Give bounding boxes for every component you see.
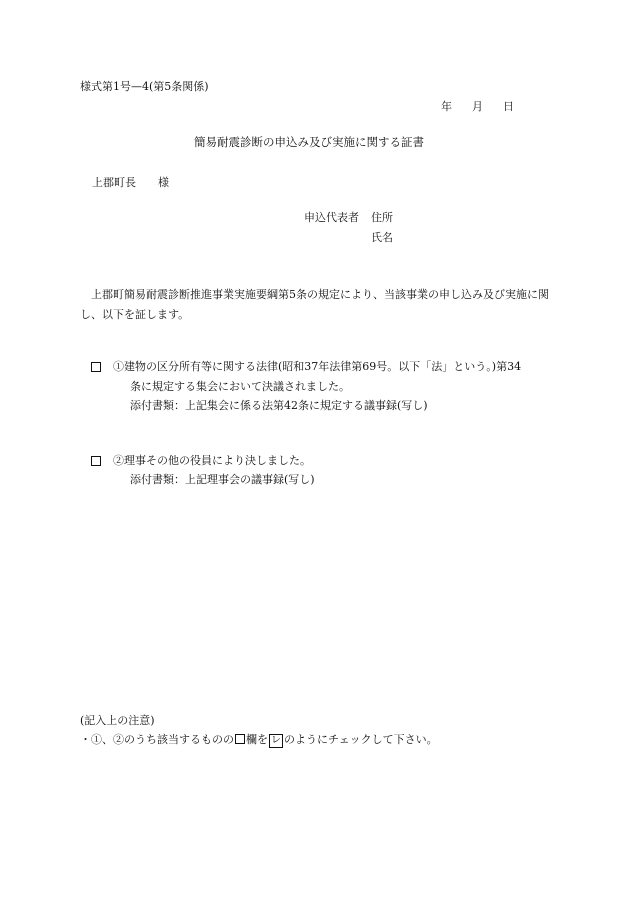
notes-suffix: のようにチェックして下さい。: [284, 733, 438, 746]
option-1-attachment: 添付書類：上記集会に係る法第42条に規定する議事録(写し): [130, 399, 428, 412]
date-line: [441, 101, 514, 112]
notes-middle: 欄を: [246, 733, 268, 746]
checked-box-icon: レ: [271, 735, 281, 746]
empty-checkbox-icon: [235, 734, 245, 744]
option-1-line-2: 条に規定する集会において決議されました。: [130, 380, 350, 393]
name-label: 氏名: [371, 231, 393, 244]
body-paragraph: 上郡町簡易耐震診断推進事業実施要綱第5条の規定により、当該事業の申し込み及び実施に関し、以下を証します。: [80, 288, 549, 321]
option-2-attachment: 添付書類：上記理事会の議事録(写し): [130, 473, 315, 486]
date-month-label: 月: [472, 100, 483, 113]
option-1-checkbox[interactable]: [91, 362, 101, 373]
addressee-name: 上郡町長: [92, 176, 136, 189]
form-number: 様式第1号—4(第5条関係): [80, 80, 209, 93]
document-title: 簡易耐震診断の申込み及び実施に関する証書: [194, 135, 424, 149]
date-day-label: 日: [503, 100, 514, 113]
notes-body: [80, 734, 438, 748]
option-1-line-1: ①建物の区分所有等に関する法律(昭和37年法律第69号。以下「法」という。)第34: [113, 360, 522, 373]
notes-prefix: ・①、②のうち該当するものの: [80, 733, 234, 746]
address-label: 住所: [371, 211, 393, 224]
checkbox-icon: [91, 362, 101, 372]
addressee-honorific: 様: [158, 176, 169, 189]
option-2-line-1: ②理事その他の役員により決しました。: [113, 454, 311, 467]
notes-title: (記入上の注意): [80, 714, 155, 727]
option-2-checkbox[interactable]: [91, 456, 101, 467]
date-year-label: 年: [441, 100, 452, 113]
checkbox-icon: [91, 456, 101, 466]
addressee: [92, 177, 169, 188]
applicant-label: 申込代表者: [304, 211, 359, 224]
